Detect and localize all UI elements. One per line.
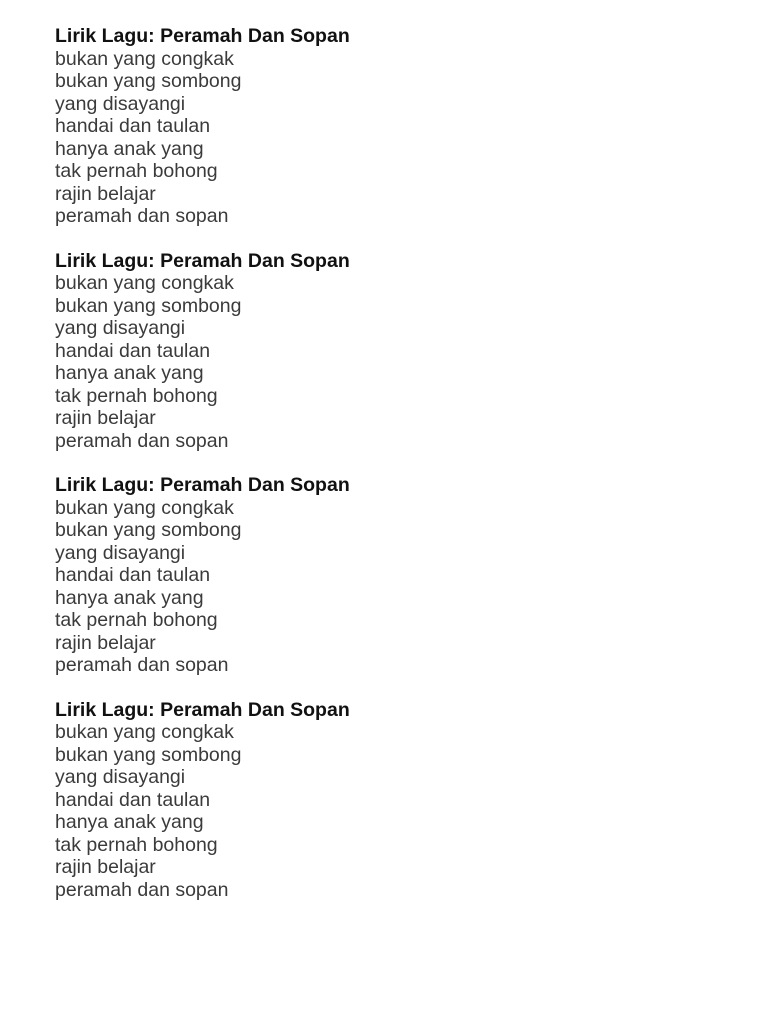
lyrics-line: peramah dan sopan <box>55 205 229 227</box>
lyrics-line: peramah dan sopan <box>55 429 229 452</box>
lyrics-line: peramah dan sopan <box>55 878 229 901</box>
lyrics-line: bukan yang congkak <box>55 272 234 294</box>
lyrics-line: bukan yang congkak <box>55 721 234 743</box>
lyrics-line: handai dan taulan <box>55 115 211 137</box>
lyrics-line: hanya anak yang <box>55 362 204 384</box>
lyrics-line: rajin belajar <box>55 182 156 205</box>
lyrics-line: rajin belajar <box>55 631 156 654</box>
lyrics-line: bukan yang sombong <box>55 519 242 541</box>
lyrics-block <box>55 25 735 228</box>
lyrics-line: bukan yang congkak <box>55 496 234 519</box>
lyrics-line: yang disayangi <box>55 92 186 115</box>
lyrics-line: yang disayangi <box>55 317 186 339</box>
lyrics-block <box>55 474 735 677</box>
lyrics-block <box>55 250 735 453</box>
document-page <box>55 25 735 923</box>
lyrics-block <box>55 699 735 902</box>
lyrics-line: bukan yang sombong <box>55 70 242 92</box>
lyrics-line: handai dan taulan <box>55 788 211 811</box>
lyrics-line: rajin belajar <box>55 407 156 429</box>
lyrics-line: bukan yang sombong <box>55 294 242 317</box>
lyrics-line: tak pernah bohong <box>55 160 218 182</box>
lyrics-line: tak pernah bohong <box>55 609 218 631</box>
lyrics-line: rajin belajar <box>55 856 156 878</box>
lyrics-line: yang disayangi <box>55 541 186 564</box>
lyrics-line: tak pernah bohong <box>55 384 218 407</box>
lyrics-title: Lirik Lagu: Peramah Dan Sopan <box>55 25 350 47</box>
lyrics-line: tak pernah bohong <box>55 833 218 856</box>
lyrics-line: yang disayangi <box>55 766 186 788</box>
lyrics-title: Lirik Lagu: Peramah Dan Sopan <box>55 249 350 272</box>
lyrics-title: Lirik Lagu: Peramah Dan Sopan <box>55 474 350 496</box>
lyrics-line: handai dan taulan <box>55 564 211 586</box>
lyrics-line: hanya anak yang <box>55 586 204 609</box>
lyrics-line: handai dan taulan <box>55 339 211 362</box>
lyrics-line: peramah dan sopan <box>55 654 229 676</box>
lyrics-title: Lirik Lagu: Peramah Dan Sopan <box>55 698 350 721</box>
lyrics-line: bukan yang congkak <box>55 47 234 70</box>
lyrics-line: bukan yang sombong <box>55 743 242 766</box>
lyrics-line: hanya anak yang <box>55 137 204 160</box>
lyrics-line: hanya anak yang <box>55 811 204 833</box>
